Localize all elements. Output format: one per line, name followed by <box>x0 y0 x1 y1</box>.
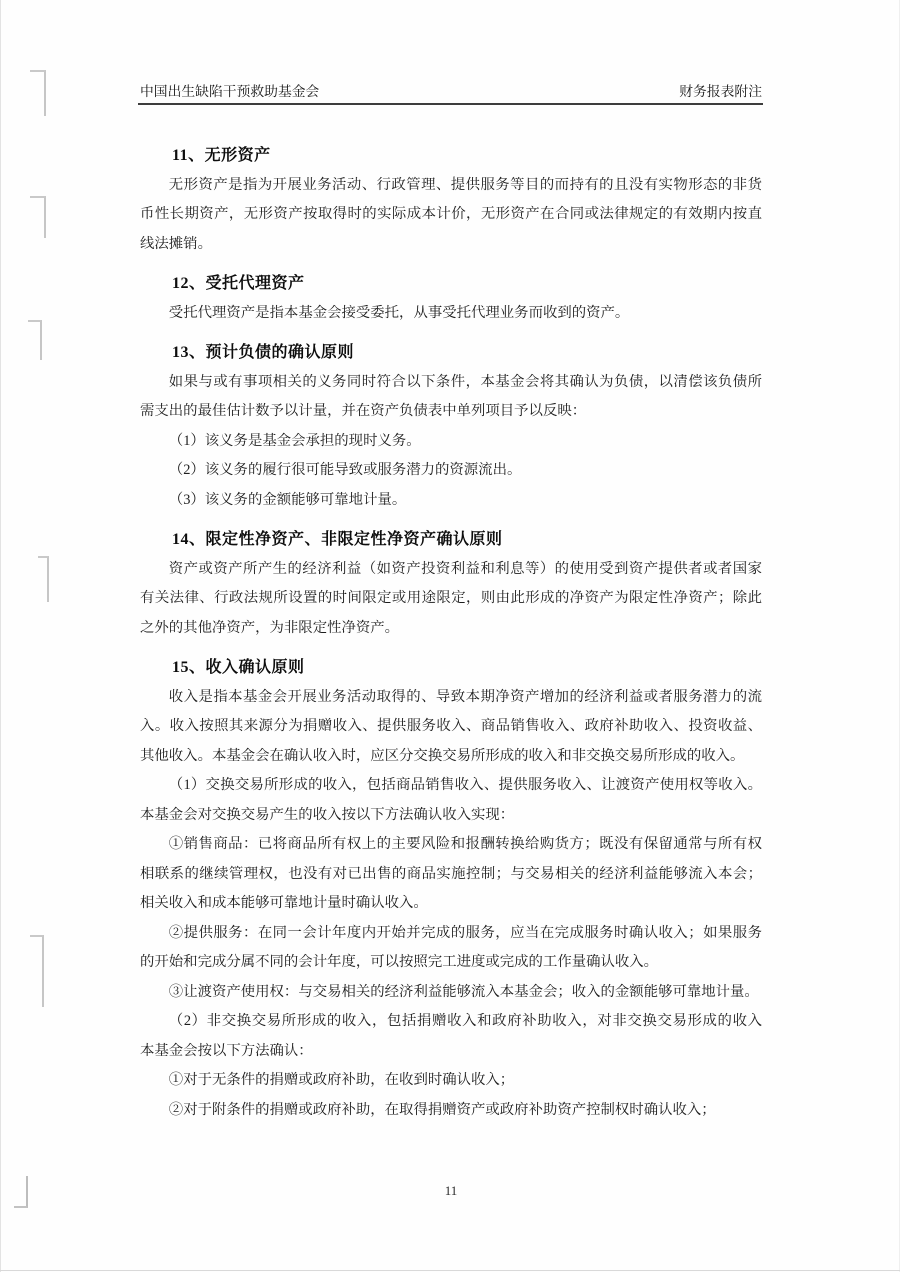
text-line: 资产或资产所产生的经济利益（如资产投资利益和利息等）的使用受到资产提供者或者国家 <box>168 560 762 577</box>
paragraph <box>140 919 762 978</box>
text-line: （1）交换交易所形成的收入，包括商品销售收入、提供服务收入、让渡资产使用权等收入。 <box>168 777 762 793</box>
paragraph <box>140 771 762 830</box>
paragraph <box>140 830 762 919</box>
text-line: 收入是指本基金会开展业务活动取得的、导致本期净资产增加的经济利益或者服务潜力的流 <box>168 688 762 705</box>
section-heading: 12、受托代理资产 <box>172 275 305 292</box>
text-line: （1）该义务是基金会承担的现时义务。 <box>168 432 421 449</box>
text-line: 的开始和完成分属不同的会计年度，可以按照完工进度或完成的工作量确认收入。 <box>140 954 659 970</box>
text-line: 其他收入。本基金会在确认收入时，应区分交换交易所形成的收入和非交换交易所形成的收入。 <box>140 747 745 764</box>
paragraph <box>140 427 762 457</box>
text-line: 无形资产是指为开展业务活动、行政管理、提供服务等目的而持有的且没有实物形态的非货 <box>168 176 762 193</box>
scan-mark <box>30 935 44 1007</box>
section-heading: 13、预计负债的确认原则 <box>172 344 355 361</box>
scan-mark <box>30 196 46 238</box>
text-line: （3）该义务的金额能够可靠地计量。 <box>168 491 407 508</box>
text-line: ③让渡资产使用权：与交易相关的经济利益能够流入本基金会；收入的金额能够可靠地计量。 <box>168 983 759 1000</box>
section-heading: 11、无形资产 <box>172 147 271 164</box>
text-line: ②对于附条件的捐赠或政府补助，在取得捐赠资产或政府补助资产控制权时确认收入； <box>168 1101 716 1118</box>
paragraph <box>140 171 762 260</box>
header-org-name: 中国出生缺陷干预救助基金会 <box>140 84 320 99</box>
paragraph <box>140 1096 762 1126</box>
header-doc-title: 财务报表附注 <box>679 84 762 99</box>
section-heading: 14、限定性净资产、非限定性净资产确认原则 <box>172 531 503 548</box>
scan-edge-bottom <box>0 1270 900 1271</box>
paragraph <box>140 1007 762 1066</box>
page-header <box>140 82 762 102</box>
paragraph <box>140 486 762 516</box>
paragraph <box>140 368 762 427</box>
paragraph <box>140 978 762 1008</box>
text-line: 如果与或有事项相关的义务同时符合以下条件，本基金会将其确认为负债，以清偿该负债所 <box>168 373 762 390</box>
text-line: 受托代理资产是指本基金会接受委托，从事受托代理业务而收到的资产。 <box>168 304 630 321</box>
text-line: ②提供服务：在同一会计年度内开始并完成的服务，应当在完成服务时确认收入；如果服务 <box>168 924 762 941</box>
scan-mark <box>30 70 46 116</box>
text-line: 入。收入按照其来源分为捐赠收入、提供服务收入、商品销售收入、政府补助收入、投资收益、 <box>140 718 762 734</box>
text-line: ①对于无条件的捐赠或政府补助，在收到时确认收入； <box>168 1072 515 1088</box>
scan-mark <box>14 1176 28 1208</box>
scan-mark <box>38 556 49 602</box>
text-line: ①销售商品：已将商品所有权上的主要风险和报酬转换给购货方；既没有保留通常与所有权 <box>168 836 762 852</box>
text-line: 有关法律、行政法规所设置的时间限定或用途限定，则由此形成的净资产为限定性净资产；除此 <box>140 590 762 606</box>
text-line: 相联系的继续管理权，也没有对已出售的商品实施控制；与交易相关的经济利益能够流入本会； <box>140 865 762 882</box>
text-line: 需支出的最佳估计数予以计量，并在资产负债表中单列项目予以反映： <box>140 403 587 419</box>
page-number: 11 <box>444 1183 458 1198</box>
text-line: 相关收入和成本能够可靠地计量时确认收入。 <box>140 895 428 911</box>
document-body <box>140 131 762 1125</box>
paragraph <box>140 456 762 486</box>
paragraph <box>140 1066 762 1096</box>
text-line: 本基金会对交换交易产生的收入按以下方法确认收入实现： <box>140 806 515 823</box>
text-line: 线法摊销。 <box>140 235 212 252</box>
text-line: （2）非交换交易所形成的收入，包括捐赠收入和政府补助收入，对非交换交易形成的收入 <box>168 1013 762 1029</box>
text-line: （2）该义务的履行很可能导致或服务潜力的资源流出。 <box>168 462 522 478</box>
paragraph <box>140 299 762 329</box>
text-line: 币性长期资产，无形资产按取得时的实际成本计价，无形资产在合同或法律规定的有效期内按直 <box>140 206 762 222</box>
text-line: 本基金会按以下方法确认： <box>140 1042 313 1059</box>
scan-edge-left <box>0 0 1 1272</box>
text-line: 之外的其他净资产，为非限定性净资产。 <box>140 619 400 636</box>
header-rule <box>138 103 763 105</box>
page-footer <box>140 1183 762 1199</box>
paragraph <box>140 683 762 772</box>
section-heading: 15、收入确认原则 <box>172 659 305 676</box>
paragraph <box>140 555 762 644</box>
scan-mark <box>28 320 42 360</box>
